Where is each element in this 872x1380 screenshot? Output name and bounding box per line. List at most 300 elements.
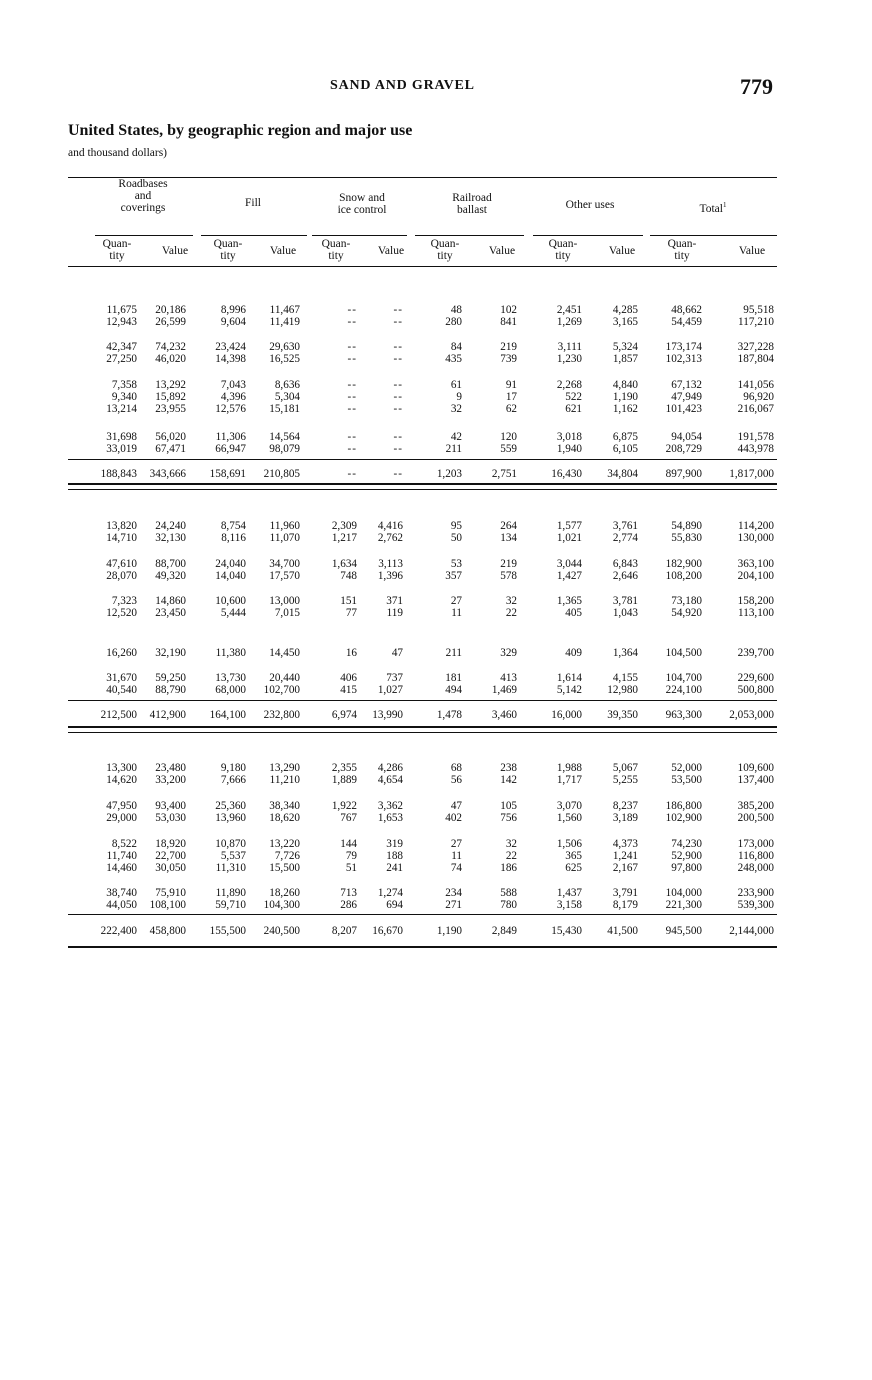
table-cell: 4,654: [377, 774, 403, 786]
column-group-header: [658, 199, 768, 215]
table-cell: --: [347, 379, 357, 391]
table-cell: 14,460: [106, 862, 137, 874]
table-cell: 4,373: [612, 838, 638, 850]
table-cell: 11,070: [269, 532, 300, 544]
table-cell: 405: [565, 607, 582, 619]
section-rule: [68, 914, 777, 915]
table-cell: 23,450: [155, 607, 186, 619]
table-cell: 51: [345, 862, 357, 874]
total-cell: 1,478: [436, 709, 462, 721]
table-cell: 6,105: [612, 443, 638, 455]
column-group-rule: [312, 235, 407, 236]
table-cell: 74,232: [155, 341, 186, 353]
table-cell: 74: [450, 862, 462, 874]
table-cell: 494: [445, 684, 462, 696]
table-cell: 32: [450, 403, 462, 415]
table-cell: 3,111: [557, 341, 582, 353]
table-cell: 11,675: [106, 304, 137, 316]
table-cell: 11,419: [269, 316, 300, 328]
quantity-header-line: tity: [109, 250, 125, 262]
table-cell: 24,240: [155, 520, 186, 532]
table-cell: 6,843: [612, 558, 638, 570]
table-cell: 2,268: [556, 379, 582, 391]
column-group-header: [307, 192, 417, 216]
table-cell: 13,214: [106, 403, 137, 415]
table-cell: 10,870: [215, 838, 246, 850]
table-cell: 91: [505, 379, 517, 391]
total-cell: 1,817,000: [729, 468, 774, 480]
total-cell: 897,900: [665, 468, 702, 480]
table-cell: 32: [505, 838, 517, 850]
table-cell: 1,427: [556, 570, 582, 582]
table-cell: 74,230: [671, 838, 702, 850]
table-cell: 3,165: [612, 316, 638, 328]
table-cell: 59,710: [215, 899, 246, 911]
table-cell: 53,500: [671, 774, 702, 786]
table-cell: 271: [445, 899, 462, 911]
section-rule: [68, 459, 777, 460]
table-cell: 98,079: [269, 443, 300, 455]
table-cell: 14,450: [269, 647, 300, 659]
table-cell: 134: [500, 532, 517, 544]
table-cell: 1,857: [612, 353, 638, 365]
table-cell: 23,480: [155, 762, 186, 774]
table-cell: 186,800: [665, 800, 702, 812]
table-cell: 173,000: [737, 838, 774, 850]
table-cell: 1,364: [612, 647, 638, 659]
table-cell: --: [347, 316, 357, 328]
table-cell: 14,040: [215, 570, 246, 582]
table-cell: 319: [386, 838, 403, 850]
table-cell: 5,142: [556, 684, 582, 696]
column-group-label-line: Roadbases: [118, 178, 168, 190]
total-cell: 164,100: [209, 709, 246, 721]
total-cell: 41,500: [607, 925, 638, 937]
total-cell: 13,990: [372, 709, 403, 721]
table-cell: 1,365: [556, 595, 582, 607]
table-cell: 1,922: [331, 800, 357, 812]
table-cell: 79: [345, 850, 357, 862]
table-cell: 26,599: [155, 316, 186, 328]
table-cell: 1,241: [612, 850, 638, 862]
table-cell: 5,537: [220, 850, 246, 862]
table-cell: 11: [451, 607, 462, 619]
table-cell: 33,019: [106, 443, 137, 455]
table-subtitle: and thousand dollars): [68, 147, 168, 159]
table-cell: 27: [450, 838, 462, 850]
table-cell: 13,000: [269, 595, 300, 607]
table-cell: 365: [565, 850, 582, 862]
table-cell: 1,269: [556, 316, 582, 328]
table-cell: 248,000: [737, 862, 774, 874]
table-cell: 5,067: [612, 762, 638, 774]
quantity-header-line: tity: [437, 250, 453, 262]
table-cell: 1,577: [556, 520, 582, 532]
table-cell: 33,200: [155, 774, 186, 786]
table-cell: 713: [340, 887, 357, 899]
total-cell: 210,805: [263, 468, 300, 480]
total-cell: 963,300: [665, 709, 702, 721]
value-header: Value: [608, 245, 636, 257]
table-cell: 104,300: [263, 899, 300, 911]
table-cell: --: [347, 341, 357, 353]
table-cell: 219: [500, 558, 517, 570]
column-group-label-line: Snow and: [339, 192, 385, 204]
quantity-header-line: Quan-: [430, 238, 460, 250]
table-cell: 18,620: [269, 812, 300, 824]
table-cell: 621: [565, 403, 582, 415]
total-cell: 16,430: [551, 468, 582, 480]
table-cell: 13,300: [106, 762, 137, 774]
total-cell: 240,500: [263, 925, 300, 937]
table-cell: 14,860: [155, 595, 186, 607]
table-cell: --: [347, 353, 357, 365]
table-cell: 1,940: [556, 443, 582, 455]
table-cell: 3,158: [556, 899, 582, 911]
table-cell: 13,292: [155, 379, 186, 391]
table-cell: 68,000: [215, 684, 246, 696]
table-cell: 12,576: [215, 403, 246, 415]
table-cell: 1,653: [377, 812, 403, 824]
table-cell: 17,570: [269, 570, 300, 582]
table-cell: 10,600: [215, 595, 246, 607]
table-cell: 53,030: [155, 812, 186, 824]
footnote-marker: 1: [722, 201, 727, 209]
table-cell: 22: [505, 607, 517, 619]
table-cell: 9,180: [220, 762, 246, 774]
table-cell: 30,050: [155, 862, 186, 874]
table-cell: 13,820: [106, 520, 137, 532]
table-cell: 13,730: [215, 672, 246, 684]
table-cell: 187,804: [737, 353, 774, 365]
table-cell: 102,700: [263, 684, 300, 696]
table-cell: 415: [340, 684, 357, 696]
table-cell: 280: [445, 316, 462, 328]
column-group-label-line: ballast: [456, 204, 488, 216]
table-cell: 694: [386, 899, 403, 911]
quantity-header: [198, 238, 258, 262]
table-cell: 54,920: [671, 607, 702, 619]
table-cell: 12,520: [106, 607, 137, 619]
table-cell: 756: [500, 812, 517, 824]
quantity-header: [415, 238, 475, 262]
table-cell: 120: [500, 431, 517, 443]
quantity-header: [533, 238, 593, 262]
table-cell: 3,189: [612, 812, 638, 824]
table-cell: 56: [450, 774, 462, 786]
table-cell: 144: [340, 838, 357, 850]
table-cell: 264: [500, 520, 517, 532]
table-cell: 47: [391, 647, 403, 659]
column-group-label-line: and: [134, 190, 152, 202]
table-cell: 204,100: [737, 570, 774, 582]
table-cell: 14,564: [269, 431, 300, 443]
running-title: SAND AND GRAVEL: [330, 78, 475, 93]
table-cell: 22: [505, 850, 517, 862]
table-cell: 1,043: [612, 607, 638, 619]
table-cell: 211: [445, 443, 462, 455]
table-cell: 95,518: [743, 304, 774, 316]
table-cell: 34,700: [269, 558, 300, 570]
table-cell: 73,180: [671, 595, 702, 607]
table-cell: 32,130: [155, 532, 186, 544]
quantity-header: [652, 238, 712, 262]
total-cell: 34,804: [607, 468, 638, 480]
total-cell: 343,666: [149, 468, 186, 480]
table-cell: 1,988: [556, 762, 582, 774]
table-cell: 151: [340, 595, 357, 607]
column-group-label-line: Other uses: [565, 199, 615, 211]
table-cell: 32,190: [155, 647, 186, 659]
table-cell: 4,285: [612, 304, 638, 316]
value-header: Value: [161, 245, 189, 257]
total-cell: 158,691: [209, 468, 246, 480]
table-cell: 101,423: [665, 403, 702, 415]
section-rule: [68, 700, 777, 701]
section-rule: [68, 489, 777, 490]
table-cell: 8,636: [274, 379, 300, 391]
column-group-rule: [201, 235, 307, 236]
table-cell: 413: [500, 672, 517, 684]
table-cell: 211: [445, 647, 462, 659]
value-header: Value: [488, 245, 516, 257]
table-cell: 48: [450, 304, 462, 316]
table-cell: 216,067: [737, 403, 774, 415]
table-cell: 1,396: [377, 570, 403, 582]
table-title: United States, by geographic region and major use: [68, 122, 413, 139]
table-cell: 11,467: [269, 304, 300, 316]
table-cell: 7,358: [111, 379, 137, 391]
table-cell: --: [393, 353, 403, 365]
table-cell: 3,781: [612, 595, 638, 607]
table-cell: 40,540: [106, 684, 137, 696]
table-cell: --: [393, 431, 403, 443]
table-cell: 780: [500, 899, 517, 911]
table-cell: 500,800: [737, 684, 774, 696]
table-cell: 385,200: [737, 800, 774, 812]
table-cell: 4,155: [612, 672, 638, 684]
quantity-header-line: Quan-: [213, 238, 243, 250]
table-cell: 117,210: [738, 316, 774, 328]
section-rule: [68, 732, 777, 733]
table-cell: 737: [386, 672, 403, 684]
quantity-header-line: Quan-: [321, 238, 351, 250]
table-cell: 104,700: [665, 672, 702, 684]
table-cell: 539,300: [737, 899, 774, 911]
table-cell: 119: [386, 607, 403, 619]
table-cell: 182,900: [665, 558, 702, 570]
table-cell: 116,800: [738, 850, 774, 862]
table-cell: --: [393, 341, 403, 353]
table-cell: 20,440: [269, 672, 300, 684]
column-group-rule: [95, 235, 193, 236]
table-cell: 42: [450, 431, 462, 443]
table-cell: 97,800: [671, 862, 702, 874]
table-cell: 3,761: [612, 520, 638, 532]
table-cell: 68: [450, 762, 462, 774]
total-cell: 458,800: [149, 925, 186, 937]
table-cell: 55,830: [671, 532, 702, 544]
table-cell: 141,056: [737, 379, 774, 391]
table-cell: 286: [340, 899, 357, 911]
quantity-header-line: Quan-: [102, 238, 132, 250]
table-cell: 219: [500, 341, 517, 353]
total-cell: 212,500: [100, 709, 137, 721]
table-cell: 578: [500, 570, 517, 582]
table-cell: 3,113: [378, 558, 403, 570]
table-cell: 22,700: [155, 850, 186, 862]
table-cell: 142: [500, 774, 517, 786]
total-cell: 222,400: [100, 925, 137, 937]
table-cell: 409: [565, 647, 582, 659]
table-cell: 102,900: [665, 812, 702, 824]
table-cell: 3,362: [377, 800, 403, 812]
table-cell: 5,255: [612, 774, 638, 786]
total-cell: 39,350: [607, 709, 638, 721]
section-rule: [68, 483, 777, 485]
table-cell: 238: [500, 762, 517, 774]
table-cell: 23,955: [155, 403, 186, 415]
table-cell: 2,451: [556, 304, 582, 316]
table-cell: --: [393, 379, 403, 391]
table-cell: 38,740: [106, 887, 137, 899]
table-cell: 53: [450, 558, 462, 570]
table-cell: 114,200: [738, 520, 774, 532]
table-cell: 2,774: [612, 532, 638, 544]
table-cell: 84: [450, 341, 462, 353]
table-cell: --: [393, 443, 403, 455]
table-cell: 13,960: [215, 812, 246, 824]
table-cell: 46,020: [155, 353, 186, 365]
table-cell: 31,670: [106, 672, 137, 684]
table-cell: 2,762: [377, 532, 403, 544]
table-cell: 88,790: [155, 684, 186, 696]
quantity-header-line: tity: [674, 250, 690, 262]
table-cell: 1,614: [556, 672, 582, 684]
table-cell: 1,506: [556, 838, 582, 850]
column-group-header: [198, 197, 308, 209]
table-cell: 186: [500, 862, 517, 874]
table-cell: 27,250: [106, 353, 137, 365]
table-cell: 109,600: [737, 762, 774, 774]
table-cell: 25,360: [215, 800, 246, 812]
table-cell: 52,900: [671, 850, 702, 862]
quantity-header-line: tity: [328, 250, 344, 262]
table-cell: 1,027: [377, 684, 403, 696]
table-cell: 4,396: [220, 391, 246, 403]
total-cell: 155,500: [209, 925, 246, 937]
table-cell: 23,424: [215, 341, 246, 353]
table-cell: --: [393, 316, 403, 328]
quantity-header-line: tity: [555, 250, 571, 262]
column-group-label-line: ice control: [337, 204, 387, 216]
table-cell: 17: [505, 391, 517, 403]
table-cell: 406: [340, 672, 357, 684]
table-cell: 75,910: [155, 887, 186, 899]
table-cell: 234: [445, 887, 462, 899]
total-cell: 232,800: [263, 709, 300, 721]
column-group-label-line: Railroad: [452, 192, 492, 204]
table-cell: 137,400: [737, 774, 774, 786]
table-cell: 8,996: [220, 304, 246, 316]
table-cell: 12,980: [607, 684, 638, 696]
table-cell: 357: [445, 570, 462, 582]
table-cell: 1,634: [331, 558, 357, 570]
table-cell: 62: [505, 403, 517, 415]
table-cell: 102,313: [665, 353, 702, 365]
quantity-header-line: Quan-: [667, 238, 697, 250]
table-cell: 1,889: [331, 774, 357, 786]
table-cell: --: [347, 431, 357, 443]
table-cell: 2,309: [331, 520, 357, 532]
table-cell: 241: [386, 862, 403, 874]
table-cell: 44,050: [106, 899, 137, 911]
table-cell: 77: [345, 607, 357, 619]
table-cell: 88,700: [155, 558, 186, 570]
table-cell: 8,522: [111, 838, 137, 850]
table-cell: 18,920: [155, 838, 186, 850]
table-cell: 233,900: [737, 887, 774, 899]
table-cell: 8,237: [612, 800, 638, 812]
total-cell: 2,849: [491, 925, 517, 937]
table-cell: 15,892: [155, 391, 186, 403]
table-cell: 200,500: [737, 812, 774, 824]
table-cell: 1,190: [612, 391, 638, 403]
table-cell: 16: [345, 647, 357, 659]
table-cell: 11,380: [215, 647, 246, 659]
table-cell: 7,323: [111, 595, 137, 607]
table-cell: 327,228: [737, 341, 774, 353]
table-cell: 67,132: [671, 379, 702, 391]
total-cell: 6,974: [331, 709, 357, 721]
table-cell: 47,950: [106, 800, 137, 812]
table-cell: 54,459: [671, 316, 702, 328]
table-cell: 11,890: [215, 887, 246, 899]
table-cell: 11,306: [215, 431, 246, 443]
table-cell: 12,943: [106, 316, 137, 328]
table-cell: 93,400: [155, 800, 186, 812]
table-cell: 2,355: [331, 762, 357, 774]
table-cell: 2,646: [612, 570, 638, 582]
table-cell: 363,100: [737, 558, 774, 570]
table-cell: 9,604: [220, 316, 246, 328]
table-cell: 173,174: [665, 341, 702, 353]
table-cell: 11,740: [106, 850, 137, 862]
table-cell: 3,044: [556, 558, 582, 570]
quantity-header-line: Quan-: [548, 238, 578, 250]
total-cell: 188,843: [100, 468, 137, 480]
table-cell: 841: [500, 316, 517, 328]
table-cell: 24,040: [215, 558, 246, 570]
table-cell: 29,000: [106, 812, 137, 824]
column-group-header: [88, 178, 198, 214]
table-cell: 7,015: [274, 607, 300, 619]
table-cell: 14,398: [215, 353, 246, 365]
table-cell: 11,960: [269, 520, 300, 532]
table-cell: 32: [505, 595, 517, 607]
table-cell: --: [393, 391, 403, 403]
table-cell: 13,290: [269, 762, 300, 774]
table-cell: 8,754: [220, 520, 246, 532]
table-cell: 13,220: [269, 838, 300, 850]
value-header: Value: [377, 245, 405, 257]
table-cell: 108,100: [149, 899, 186, 911]
total-cell: 2,751: [491, 468, 517, 480]
column-group-rule: [650, 235, 777, 236]
table-cell: 48,662: [671, 304, 702, 316]
column-group-label-line: Fill: [245, 197, 261, 209]
table-cell: 208,729: [665, 443, 702, 455]
